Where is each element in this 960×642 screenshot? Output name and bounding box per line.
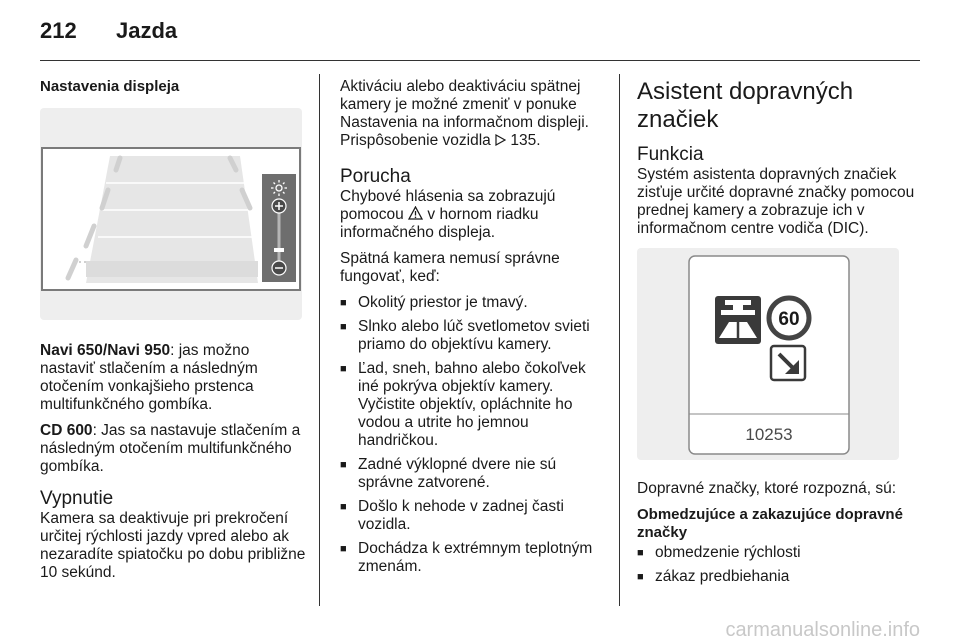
vypnutie-text: Kamera sa deaktivuje pri prekročení určitej rýchlosti jazdy vpred alebo ak nezaradíte spiatočku po dobu približne 10 sekúnd. xyxy=(40,510,306,581)
list-item: ■ Zadné výklopné dvere nie sú správne zatvorené. xyxy=(340,456,608,492)
dic-illustration xyxy=(637,248,899,460)
speed-limit-icon xyxy=(769,298,809,338)
camera-display-figure xyxy=(40,108,302,320)
navi-label: Navi 650/Navi 950 xyxy=(40,342,171,359)
speed-limit-value: 60 xyxy=(778,309,800,330)
vypnutie-heading: Vypnutie xyxy=(40,488,114,509)
chapter-title: Jazda xyxy=(116,18,178,43)
porucha-heading: Porucha xyxy=(340,166,411,187)
list-item: ■ Došlo k nehode v zadnej časti vozidla. xyxy=(340,498,608,534)
intro-text: Aktiváciu alebo deaktiváciu spätnej kamery je možné zmeniť v ponuke Nastavenia na informačnom displeji. Prispôsobenie vozidla xyxy=(340,78,589,149)
column-3 xyxy=(637,78,921,592)
camera-conditions-text: Spätná kamera nemusí správne fungovať, keď: xyxy=(340,250,560,285)
watermark: carmanualsonline.info xyxy=(725,619,920,641)
recognize-text: Dopravné značky, ktoré rozpozná, sú: xyxy=(637,480,897,497)
cd-paragraph xyxy=(40,422,306,476)
section-title: Asistent dopravných značiek xyxy=(637,78,854,133)
list-item: ■ zákaz predbiehania xyxy=(637,568,921,586)
cd-label: CD 600 xyxy=(40,422,93,439)
porucha-text-b: v hornom riadku informačného displeja. xyxy=(340,206,539,241)
list-item: ■ Okolitý priestor je tmavý. xyxy=(340,294,608,312)
column-1 xyxy=(40,78,306,590)
intro-ref: 135. xyxy=(506,132,541,149)
plus-icon[interactable] xyxy=(272,199,286,213)
arrow-ref-icon xyxy=(495,134,506,146)
camera-display-illustration xyxy=(40,108,302,320)
list-item: ■ Ľad, sneh, bahno alebo čokoľvek iné pokrýva objektív kamery. Vyčistite objektív, opláchnite ho vodou a utrite ho jemnou handričkou. xyxy=(340,360,608,450)
warning-triangle-icon xyxy=(408,206,423,220)
navi-paragraph xyxy=(40,342,306,414)
porucha-paragraph xyxy=(340,188,608,242)
funkcia-text: Systém asistenta dopravných značiek zisťuje určité dopravné značky pomocou prednej kamery a zobrazuje ich v informačnom centre vodiča (DIC). xyxy=(637,166,915,237)
list-item: ■ obmedzenie rýchlosti xyxy=(637,544,921,562)
odometer-value: 10253 xyxy=(745,425,793,444)
column-2 xyxy=(340,78,608,582)
intro-paragraph xyxy=(340,78,608,150)
exit-arrow-icon xyxy=(771,346,805,380)
motorway-icon xyxy=(715,296,761,344)
list-item: ■ Slnko alebo lúč svetlometov svieti priamo do objektívu kamery. xyxy=(340,318,608,354)
display-settings-heading: Nastavenia displeja xyxy=(40,78,180,95)
page-number: 212 xyxy=(40,18,77,43)
header-rule xyxy=(40,60,920,61)
porucha-text-a: Chybové hlásenia sa zobrazujú pomocou xyxy=(340,188,556,223)
navi-text: : jas možno nastaviť stlačením a následným otočením vonkajšieho prstenca multifunkčného gombíka. xyxy=(40,342,258,413)
restrict-heading: Obmedzujúce a zakazujúce dopravné značky xyxy=(637,506,903,541)
cd-text: : Jas sa nastavuje stlačením a následným otočením multifunkčného gombíka. xyxy=(40,422,301,475)
minus-icon[interactable] xyxy=(272,261,286,275)
camera-conditions-list xyxy=(340,294,608,576)
column-divider-1 xyxy=(319,74,320,606)
column-divider-2 xyxy=(619,74,620,606)
funkcia-heading: Funkcia xyxy=(637,144,704,165)
restrict-list xyxy=(637,544,921,586)
dic-figure xyxy=(637,248,899,460)
list-item: ■ Dochádza k extrémnym teplotným zmenám. xyxy=(340,540,608,576)
